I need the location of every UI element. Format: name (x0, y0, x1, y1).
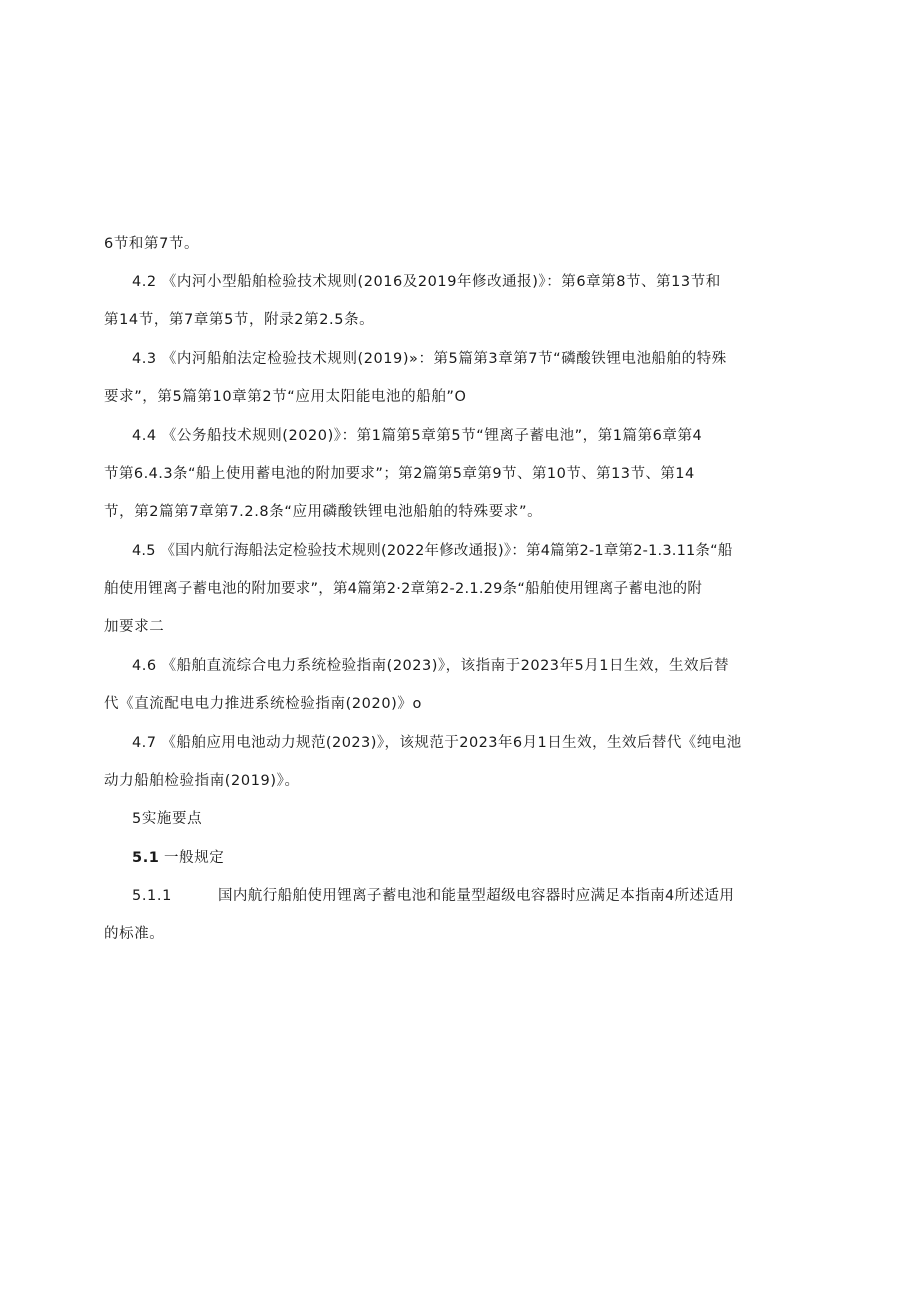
section-5-1-1-line-1: 国内航行船舶使用锂离子蓄电池和能量型超级电容器时应满足本指南4所述适用 (218, 888, 735, 904)
clause-4-3-line-2: 要求”，第5篇第10章第2节“应用太阳能电池的船舶”O (104, 389, 467, 405)
clause-4-7-line-1: 4.7 《船舶应用电池动力规范(2023)》，该规范于2023年6月1日生效，生效后替代《纯电池 (132, 735, 742, 751)
clause-4-6-line-1: 4.6 《船舶直流综合电力系统检验指南(2023)》，该指南于2023年5月1日生效，生效后替 (132, 658, 729, 674)
text-line: 6节和第7节。 (104, 236, 200, 252)
section-5-1-1-line-2: 的标准。 (104, 926, 165, 942)
clause-4-5-line-3: 加要求二 (104, 619, 165, 635)
clause-4-3-line-1: 4.3 《内河船舶法定检验技术规则(2019)»：第5篇第3章第7节“磷酸铁锂电池船舶的特殊 (132, 351, 727, 367)
section-5-1-number: 5.1 (132, 850, 160, 866)
clause-4-2-line-2: 第14节，第7章第5节，附录2第2.5条。 (104, 312, 375, 328)
clause-4-6-line-2: 代《直流配电电力推进系统检验指南(2020)》o (104, 696, 422, 712)
clause-4-7-line-2: 动力船舶检验指南(2019)》。 (104, 773, 300, 789)
clause-4-4-line-3: 节，第2篇第7章第7.2.8条“应用磷酸铁锂电池船舶的特殊要求”。 (104, 504, 543, 520)
clause-4-4-line-2: 节第6.4.3条“船上使用蓄电池的附加要求”；第2篇第5章第9节、第10节、第13节、第14 (104, 466, 695, 482)
clause-4-5-line-2: 舶使用锂离子蓄电池的附加要求”，第4篇第2·2章第2-2.1.29条“船舶使用锂离子蓄电池的附 (104, 581, 703, 597)
clause-4-2-line-1: 4.2 《内河小型船舶检验技术规则(2016及2019年修改通报)》：第6章第8节、第13节和 (132, 274, 721, 290)
section-5-1-heading: 一般规定 (164, 850, 225, 866)
section-5-1-1-number: 5.1.1 (132, 888, 172, 904)
clause-4-5-line-1: 4.5 《国内航行海船法定检验技术规则(2022年修改通报)》：第4篇第2-1章第2-1.3.11条“船 (132, 543, 733, 559)
clause-4-4-line-1: 4.4 《公务船技术规则(2020)》：第1篇第5章第5节“锂离子蓄电池”，第1篇第6章第4 (132, 428, 703, 444)
section-5-heading: 5实施要点 (132, 811, 203, 827)
